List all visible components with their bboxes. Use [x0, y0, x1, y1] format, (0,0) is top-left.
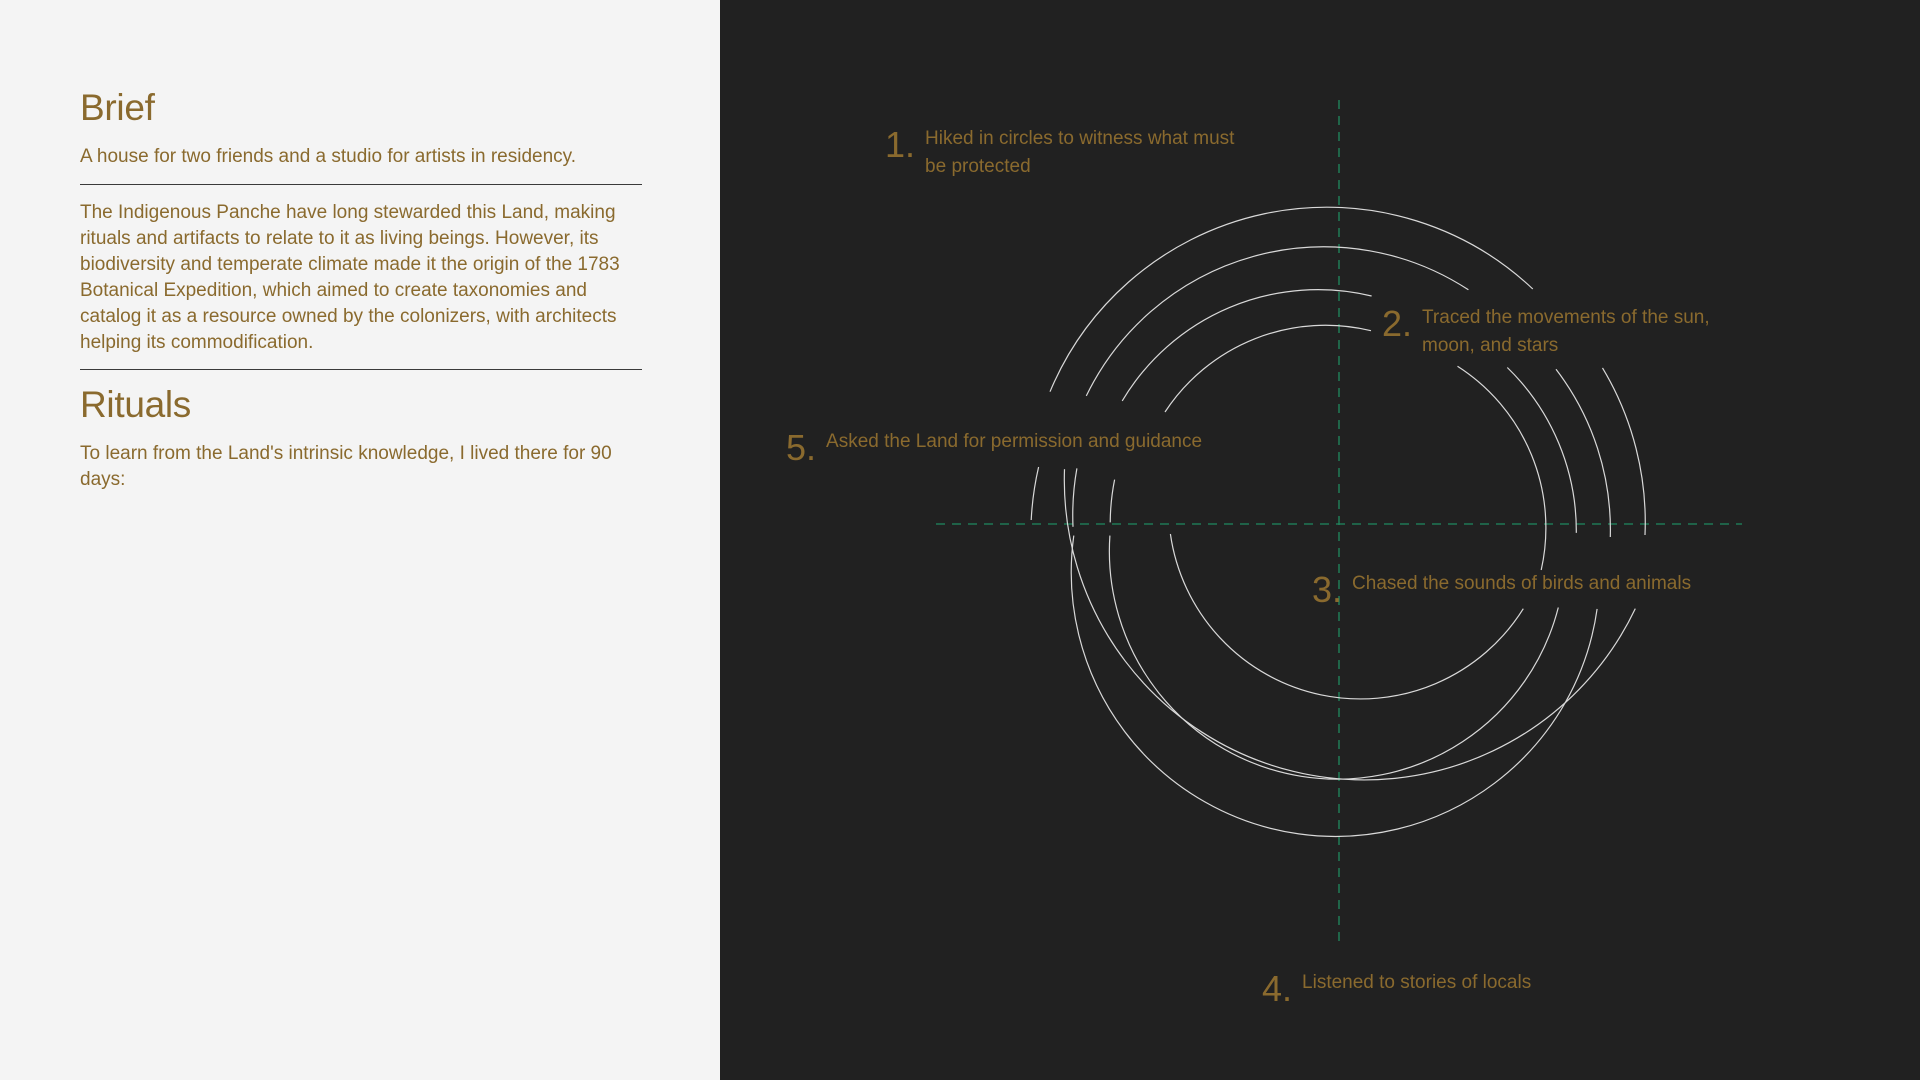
step-4-text: Listened to stories of locals	[1302, 972, 1532, 993]
step-3-number: 3.	[1312, 569, 1343, 610]
rituals-heading: Rituals	[80, 384, 191, 425]
circle-1-bottom-arc	[1064, 469, 1635, 780]
circle-1-right-arc	[1603, 368, 1646, 535]
circle-4-top-arc	[1165, 325, 1371, 412]
step-2	[1382, 304, 1742, 360]
brief-divider-top	[80, 184, 642, 185]
circle-1-top-arc	[1050, 207, 1533, 392]
step-2-text: Traced the movements of the sun, moon, and stars	[1422, 307, 1710, 356]
step-5-text: Asked the Land for permission and guidance	[826, 431, 1203, 452]
brief-paragraph: The Indigenous Panche have long stewarded this Land, making rituals and artifacts to relate to it as living beings. However, its biodiversity and temperate climate made it the origin of the 1783 Botanical Expedition, which aimed to create taxonomies and catalog it as a resource owned by the colonizers, with architects helping its commodification.	[80, 202, 620, 353]
step-2-number: 2.	[1382, 303, 1413, 344]
circle-1-left-arc	[1031, 467, 1038, 520]
circle-2-left-arc	[1073, 468, 1077, 526]
step-4	[1262, 969, 1531, 1009]
step-1-text: Hiked in circles to witness what must be protected	[925, 128, 1235, 177]
brief-heading: Brief	[80, 87, 155, 128]
circle-3-top-arc	[1122, 290, 1371, 401]
step-5-number: 5.	[786, 427, 817, 468]
right-panel	[720, 0, 1920, 1080]
rituals-intro: To learn from the Land's intrinsic knowledge, I lived there for 90 days:	[80, 443, 612, 490]
step-1-number: 1.	[885, 124, 916, 165]
brief-divider-bottom	[80, 369, 642, 370]
circle-3-right-arc	[1507, 368, 1576, 533]
circle-4-bottom-arc	[1170, 534, 1523, 699]
step-3	[1312, 570, 1691, 610]
step-1	[885, 125, 1240, 181]
step-5	[786, 428, 1202, 468]
brief-subtitle: A house for two friends and a studio for artists in residency.	[80, 146, 577, 167]
step-3-text: Chased the sounds of birds and animals	[1352, 573, 1692, 594]
circle-3-left-arc	[1110, 480, 1114, 523]
circle-2-right-arc	[1556, 369, 1610, 537]
left-panel	[0, 0, 720, 1080]
step-4-number: 4.	[1262, 968, 1293, 1009]
